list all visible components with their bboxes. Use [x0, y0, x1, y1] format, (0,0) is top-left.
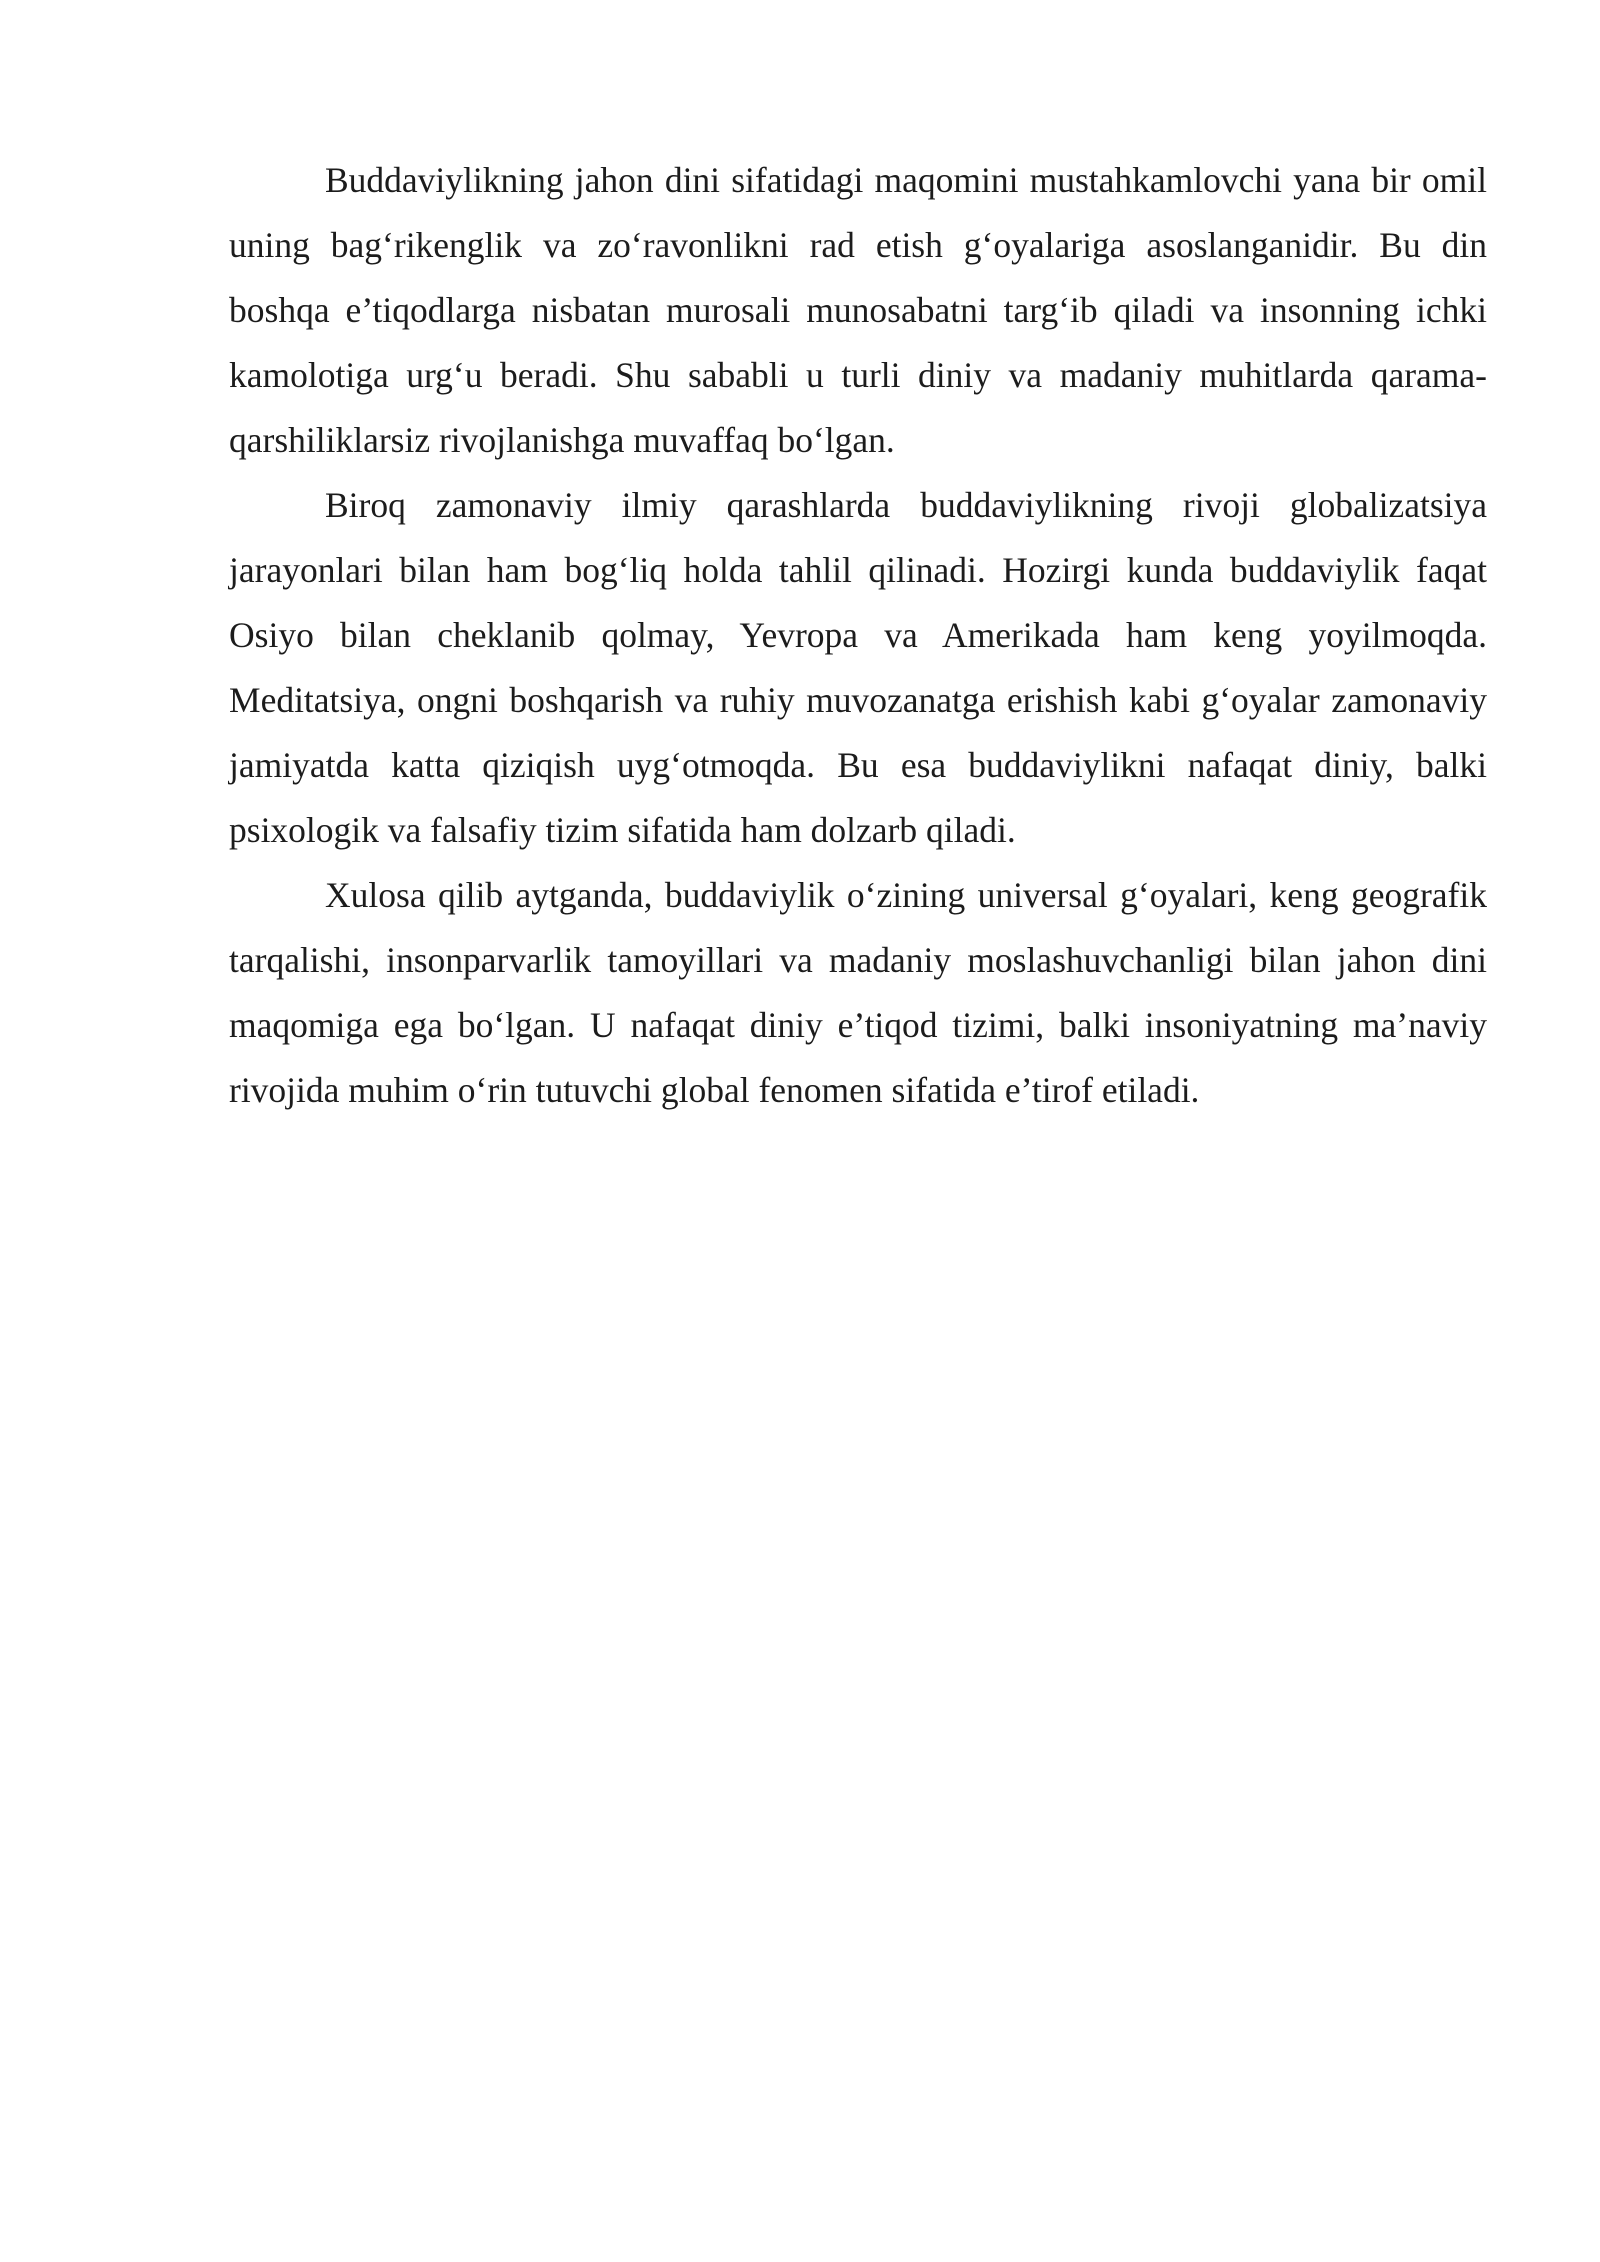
- paragraph-1: Buddaviylikning jahon dini sifatidagi maqomini mustahkamlovchi yana bir omil uning bag‘rikenglik va zo‘ravonlikni rad etish g‘oyalariga asoslanganidir. Bu din boshqa e’tiqodlarga nisbatan murosali munosabatni targ‘ib qiladi va insonning ichki kamolotiga urg‘u beradi. Shu sababli u turli diniy va madaniy muhitlarda qarama-qarshiliklarsiz rivojlanishga muvaffaq bo‘lgan.: [229, 160, 1487, 460]
- paragraph-2: Biroq zamonaviy ilmiy qarashlarda buddaviylikning rivoji globalizatsiya jarayonlari bilan ham bog‘liq holda tahlil qilinadi. Hozirgi kunda buddaviylik faqat Osiyo bilan cheklanib qolmay, Yevropa va Amerikada ham keng yoyilmoqda. Meditatsiya, ongni boshqarish va ruhiy muvozanatga erishish kabi g‘oyalar zamonaviy jamiyatda katta qiziqish uyg‘otmoqda. Bu esa buddaviylikni nafaqat diniy, balki psixologik va falsafiy tizim sifatida ham dolzarb qiladi.: [229, 485, 1487, 850]
- body-text: [229, 148, 1487, 1123]
- paragraph-3: Xulosa qilib aytganda, buddaviylik o‘zining universal g‘oyalari, keng geografik tarqalishi, insonparvarlik tamoyillari va madaniy moslashuvchanligi bilan jahon dini maqomiga ega bo‘lgan. U nafaqat diniy e’tiqod tizimi, balki insoniyatning ma’naviy rivojida muhim o‘rin tutuvchi global fenomen sifatida e’tirof etiladi.: [229, 875, 1487, 1110]
